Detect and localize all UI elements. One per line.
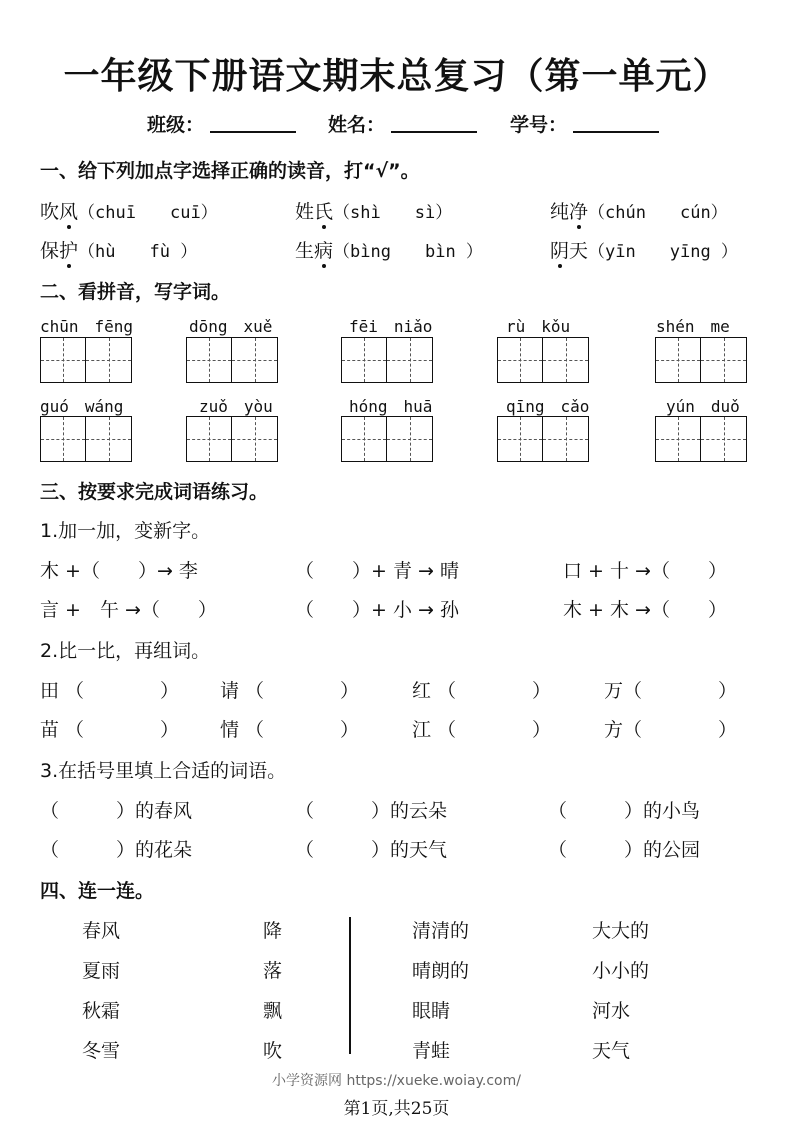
match-word[interactable]: 天气	[592, 1040, 631, 1062]
fill-item[interactable]: （ ）的小鸟	[548, 800, 701, 822]
compare-item[interactable]: 方（ ）	[604, 719, 738, 741]
compare-item[interactable]: 红 （ ）	[412, 680, 552, 702]
pinyin-label: shén me	[656, 317, 730, 336]
writing-cell[interactable]	[387, 416, 433, 462]
s1-pinyin-choice[interactable]: （shì sì）	[333, 203, 453, 223]
writing-cell[interactable]	[40, 337, 86, 383]
add-item[interactable]: （ ）+ 青 → 晴	[295, 560, 459, 582]
s1-item	[40, 236, 197, 263]
s1-pinyin-choice[interactable]: （chún cún）	[588, 203, 728, 223]
compare-item[interactable]: 请 （ ）	[220, 680, 360, 702]
match-word[interactable]: 飘	[263, 1000, 283, 1022]
match-word[interactable]: 降	[263, 920, 283, 942]
match-word[interactable]: 青蛙	[412, 1040, 451, 1062]
number-blank[interactable]	[573, 113, 659, 133]
match-word[interactable]: 大大的	[592, 920, 650, 942]
writing-cell[interactable]	[341, 337, 387, 383]
compare-item[interactable]: 万（ ）	[604, 680, 738, 702]
section-2-title: 二、看拼音，写字词。	[40, 281, 231, 303]
writing-cell[interactable]	[701, 416, 747, 462]
s1-char: 生	[295, 240, 315, 262]
s1-item	[550, 197, 728, 224]
class-blank[interactable]	[210, 113, 296, 133]
fill-item[interactable]: （ ）的云朵	[295, 800, 448, 822]
writing-cell[interactable]	[186, 337, 232, 383]
writing-cell[interactable]	[387, 337, 433, 383]
match-word[interactable]: 秋霜	[82, 1000, 121, 1022]
s1-char: 吹	[40, 201, 60, 223]
writing-cell[interactable]	[655, 337, 701, 383]
s1-dotted-char: 病	[314, 240, 334, 262]
match-word[interactable]: 小小的	[592, 960, 650, 982]
match-word[interactable]: 晴朗的	[412, 960, 470, 982]
fill-item[interactable]: （ ）的公园	[548, 839, 701, 861]
pinyin-label: rù kǒu	[506, 317, 571, 336]
s1-char: 姓	[295, 201, 315, 223]
writing-cell[interactable]	[86, 416, 132, 462]
compare-item[interactable]: 情 （ ）	[220, 719, 360, 741]
sub-1-title: 1.加一加，变新字。	[40, 520, 211, 542]
s1-dotted-char: 护	[59, 240, 79, 262]
match-word[interactable]: 夏雨	[82, 960, 121, 982]
s1-pinyin-choice[interactable]: （bìng bìn ）	[333, 242, 483, 262]
match-word[interactable]: 落	[263, 960, 283, 982]
add-item[interactable]: 木 + 木 →（ ）	[563, 599, 727, 621]
writing-grid[interactable]	[497, 416, 589, 462]
add-item[interactable]: 木 +（ ）→ 李	[40, 560, 198, 582]
pinyin-label: yún duǒ	[666, 397, 740, 416]
class-field	[147, 110, 296, 137]
writing-grid[interactable]	[186, 337, 278, 383]
footer-site: 小学资源网 https://xueke.woiay.com/	[272, 1073, 521, 1089]
match-word[interactable]: 河水	[592, 1000, 631, 1022]
writing-cell[interactable]	[341, 416, 387, 462]
add-item[interactable]: 口 + 十 →（ ）	[563, 560, 727, 582]
pinyin-label: qīng cǎo	[506, 397, 590, 416]
writing-cell[interactable]	[497, 337, 543, 383]
s1-item	[295, 236, 483, 263]
section-4-title: 四、连一连。	[40, 880, 155, 902]
pinyin-label: fēi niǎo	[349, 317, 433, 336]
compare-item[interactable]: 田 （ ）	[40, 680, 180, 702]
pinyin-label: zuǒ yòu	[199, 397, 273, 416]
writing-grid[interactable]	[497, 337, 589, 383]
writing-grid[interactable]	[341, 337, 433, 383]
s1-dotted-char: 风	[59, 201, 79, 223]
pinyin-label: hóng huā	[349, 397, 433, 416]
page-title: 一年级下册语文期末总复习（第一单元）	[63, 56, 730, 97]
s1-pinyin-choice[interactable]: （yīn yīng ）	[588, 242, 738, 262]
add-item[interactable]: （ ）+ 小 → 孙	[295, 599, 459, 621]
s1-item	[550, 236, 738, 263]
writing-cell[interactable]	[232, 416, 278, 462]
number-label: 学号：	[510, 114, 568, 136]
compare-item[interactable]: 江 （ ）	[412, 719, 552, 741]
match-word[interactable]: 清清的	[412, 920, 470, 942]
section-1-title: 一、给下列加点字选择正确的读音，打“√”。	[40, 160, 420, 182]
s1-dotted-char: 氏	[314, 201, 334, 223]
match-word[interactable]: 眼睛	[412, 1000, 451, 1022]
writing-cell[interactable]	[543, 416, 589, 462]
writing-cell[interactable]	[701, 337, 747, 383]
s1-pinyin-choice[interactable]: （chuī cuī）	[78, 203, 218, 223]
s1-char: 保	[40, 240, 60, 262]
s1-dotted-char: 净	[569, 201, 589, 223]
divider-line	[349, 917, 351, 1054]
writing-grid[interactable]	[341, 416, 433, 462]
writing-grid[interactable]	[655, 416, 747, 462]
class-label: 班级：	[147, 114, 205, 136]
match-word[interactable]: 春风	[82, 920, 121, 942]
name-label: 姓名：	[328, 114, 386, 136]
compare-item[interactable]: 苗 （ ）	[40, 719, 180, 741]
s1-char: 纯	[550, 201, 570, 223]
fill-item[interactable]: （ ）的春风	[40, 800, 193, 822]
s1-item	[295, 197, 452, 224]
name-blank[interactable]	[391, 113, 477, 133]
writing-cell[interactable]	[86, 337, 132, 383]
fill-item[interactable]: （ ）的天气	[295, 839, 448, 861]
writing-cell[interactable]	[186, 416, 232, 462]
name-field	[328, 110, 477, 137]
writing-grid[interactable]	[40, 337, 132, 383]
writing-grid[interactable]	[40, 416, 132, 462]
match-word[interactable]: 吹	[263, 1040, 283, 1062]
s1-item	[40, 197, 218, 224]
writing-cell[interactable]	[497, 416, 543, 462]
s1-dotted-char: 阴	[550, 240, 570, 262]
add-item[interactable]: 言 + 午 →（ ）	[40, 599, 217, 621]
sub-3-title: 3.在括号里填上合适的词语。	[40, 760, 287, 782]
number-field	[510, 110, 659, 137]
match-word[interactable]: 冬雪	[82, 1040, 121, 1062]
s1-pinyin-choice[interactable]: （hù fù ）	[78, 242, 198, 262]
writing-cell[interactable]	[655, 416, 701, 462]
fill-item[interactable]: （ ）的花朵	[40, 839, 193, 861]
writing-cell[interactable]	[543, 337, 589, 383]
pinyin-label: dōng xuě	[189, 317, 273, 336]
pinyin-label: guó wáng	[40, 397, 124, 416]
writing-cell[interactable]	[40, 416, 86, 462]
section-3-title: 三、按要求完成词语练习。	[40, 481, 269, 503]
s1-char: 天	[569, 240, 589, 262]
page-number: 第1页,共25页	[343, 1099, 450, 1119]
pinyin-label: chūn fēng	[40, 317, 134, 336]
writing-cell[interactable]	[232, 337, 278, 383]
writing-grid[interactable]	[655, 337, 747, 383]
sub-2-title: 2.比一比，再组词。	[40, 640, 211, 662]
writing-grid[interactable]	[186, 416, 278, 462]
